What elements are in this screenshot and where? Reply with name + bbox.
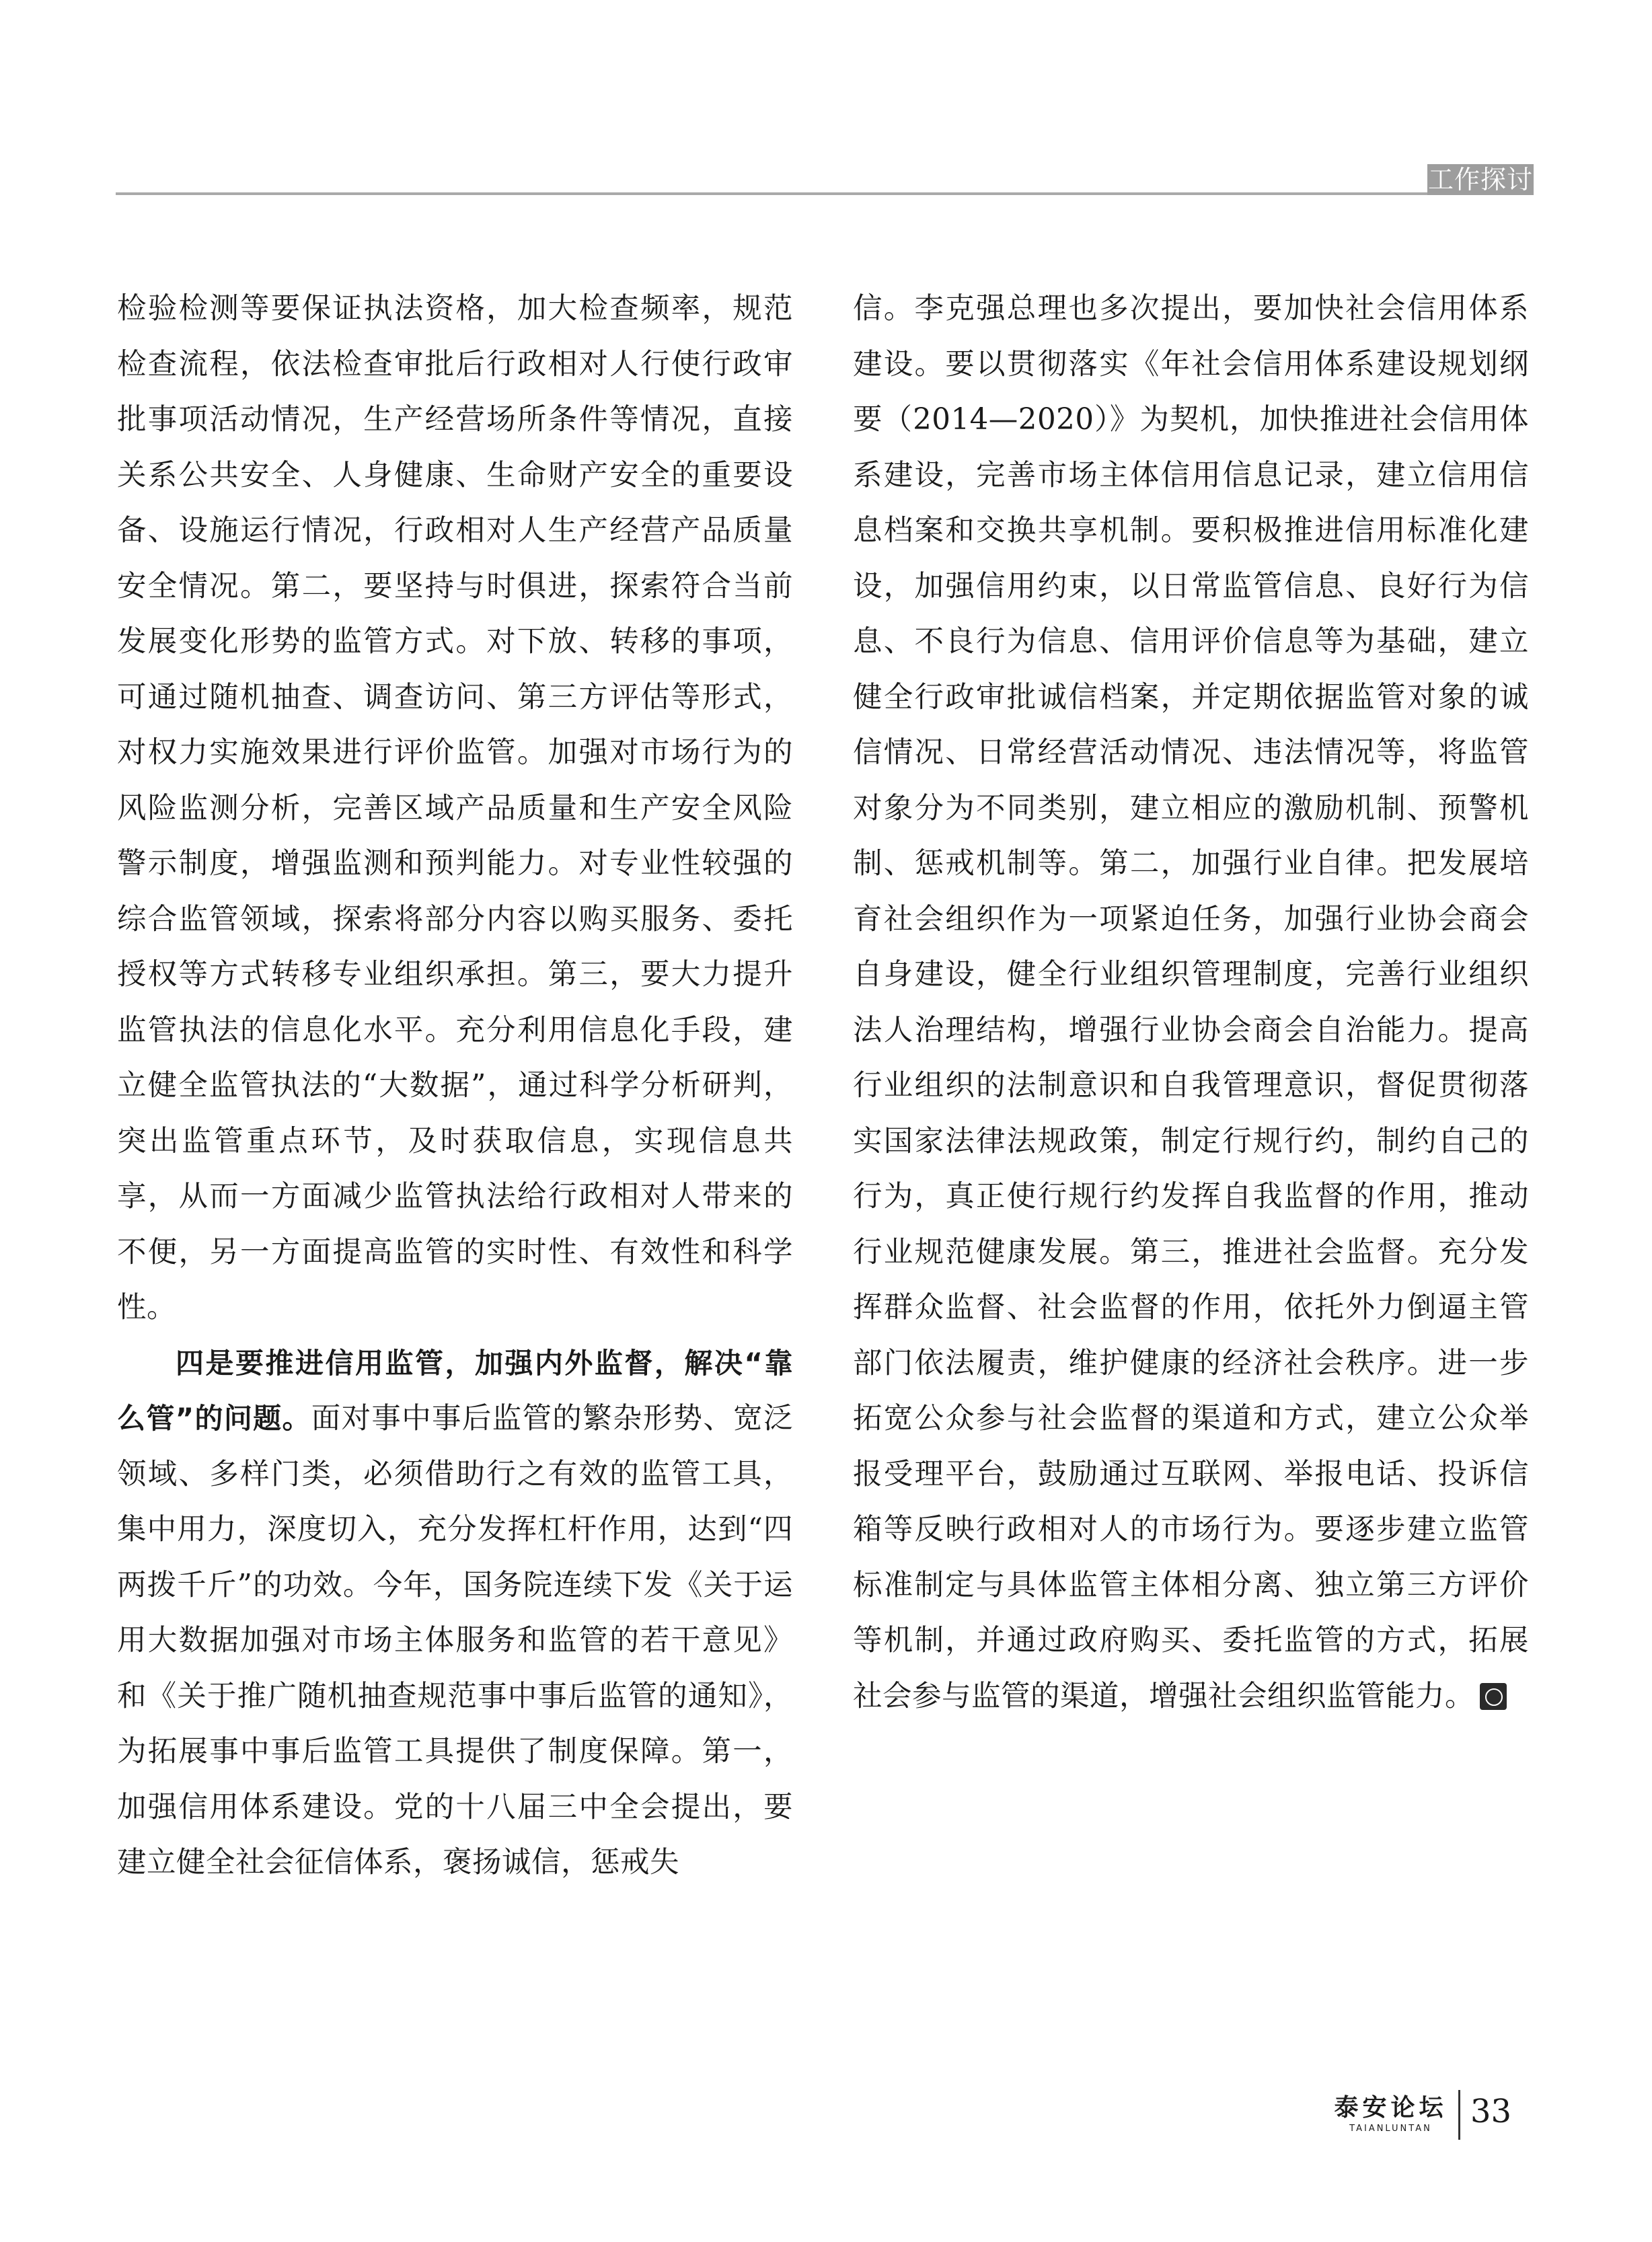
footer-divider [1458, 2090, 1460, 2140]
article-end-icon [1480, 1683, 1507, 1710]
paragraph-body: 信。李克强总理也多次提出，要加快社会信用体系建设。要以贯彻落实《年社会信用体系建设规划纲要（2014—2020）》为契机，加快推进社会信用体系建设，完善市场主体信用信息记录，建立信用信息档案和交换共享机制。要积极推进信用标准化建设，加强信用约束，以日常监管信息、良好行为信息、不良行为信息、信用评价信息等为基础，建立健全行政审批诚信档案，并定期依据监管对象的诚信情况、日常经营活动情况、违法情况等，将监管对象分为不同类别，建立相应的激励机制、预警机制、惩戒机制等。第二，加强行业自律。把发展培育社会组织作为一项紧迫任务，加强行业协会商会自身建设，健全行业组织管理制度，完善行业组织法人治理结构，增强行业协会商会自治能力。提高行业组织的法制意识和自我管理意识，督促贯彻落实国家法律法规政策，制定行规行约，制约自己的行为，真正使行规行约发挥自我监督的作用，推动行业规范健康发展。第三，推进社会监督。充分发挥群众监督、社会监督的作用，依托外力倒逼主管部门依法履责，维护健康的经济社会秩序。进一步拓宽公众参与社会监督的渠道和方式，建立公众举报受理平台，鼓励通过互联网、举报电话、投诉信箱等反映行政相对人的市场行为。要逐步建立监管标准制定与具体监管主体相分离、独立第三方评价等机制，并通过政府购买、委托监管的方式，拓展社会参与监管的渠道，增强社会组织监管能力。 [853, 292, 1529, 1713]
body-paragraph [117, 1336, 793, 1891]
left-column [117, 281, 793, 1891]
page-number: 33 [1470, 2093, 1512, 2130]
right-column [853, 281, 1529, 1724]
header-rule [116, 192, 1427, 195]
body-paragraph [853, 281, 1529, 1724]
paragraph-body: 面对事中事后监管的繁杂形势、宽泛领域、多样门类，必须借助行之有效的监管工具，集中用力，深度切入，充分发挥杠杆作用，达到“四两拨千斤”的功效。今年，国务院连续下发《关于运用大数据加强对市场主体服务和监管的若干意见》和《关于推广随机抽查规范事中事后监管的通知》，为拓展事中事后监管工具提供了制度保障。第一，加强信用体系建设。党的十八届三中全会提出，要建立健全社会征信体系，褒扬诚信，惩戒失 [117, 1402, 793, 1879]
body-paragraph: 检验检测等要保证执法资格，加大检查频率，规范检查流程，依法检查审批后行政相对人行使行政审批事项活动情况，生产经营场所条件等情况，直接关系公共安全、人身健康、生命财产安全的重要设备、设施运行情况，行政相对人生产经营产品质量安全情况。第二，要坚持与时俱进，探索符合当前发展变化形势的监管方式。对下放、转移的事项，可通过随机抽查、调查访问、第三方评估等形式，对权力实施效果进行评价监管。加强对市场行为的风险监测分析，完善区域产品质量和生产安全风险警示制度，增强监测和预判能力。对专业性较强的综合监管领域，探索将部分内容以购买服务、委托授权等方式转移专业组织承担。第三，要大力提升监管执法的信息化水平。充分利用信息化手段，建立健全监管执法的“大数据”，通过科学分析研判，突出监管重点环节，及时获取信息，实现信息共享，从而一方面减少监管执法给行政相对人带来的不便，另一方面提高监管的实时性、有效性和科学性。 [117, 292, 793, 1324]
paragraph-lead: 四是要推进信用监管，加强内外监督，解决“靠么管”的问题。 [117, 1346, 793, 1435]
journal-pinyin: TAIANLUNTAN [1349, 2124, 1432, 2134]
journal-name: 泰安论坛 [1334, 2094, 1448, 2122]
section-tag: 工作探讨 [1427, 165, 1533, 194]
